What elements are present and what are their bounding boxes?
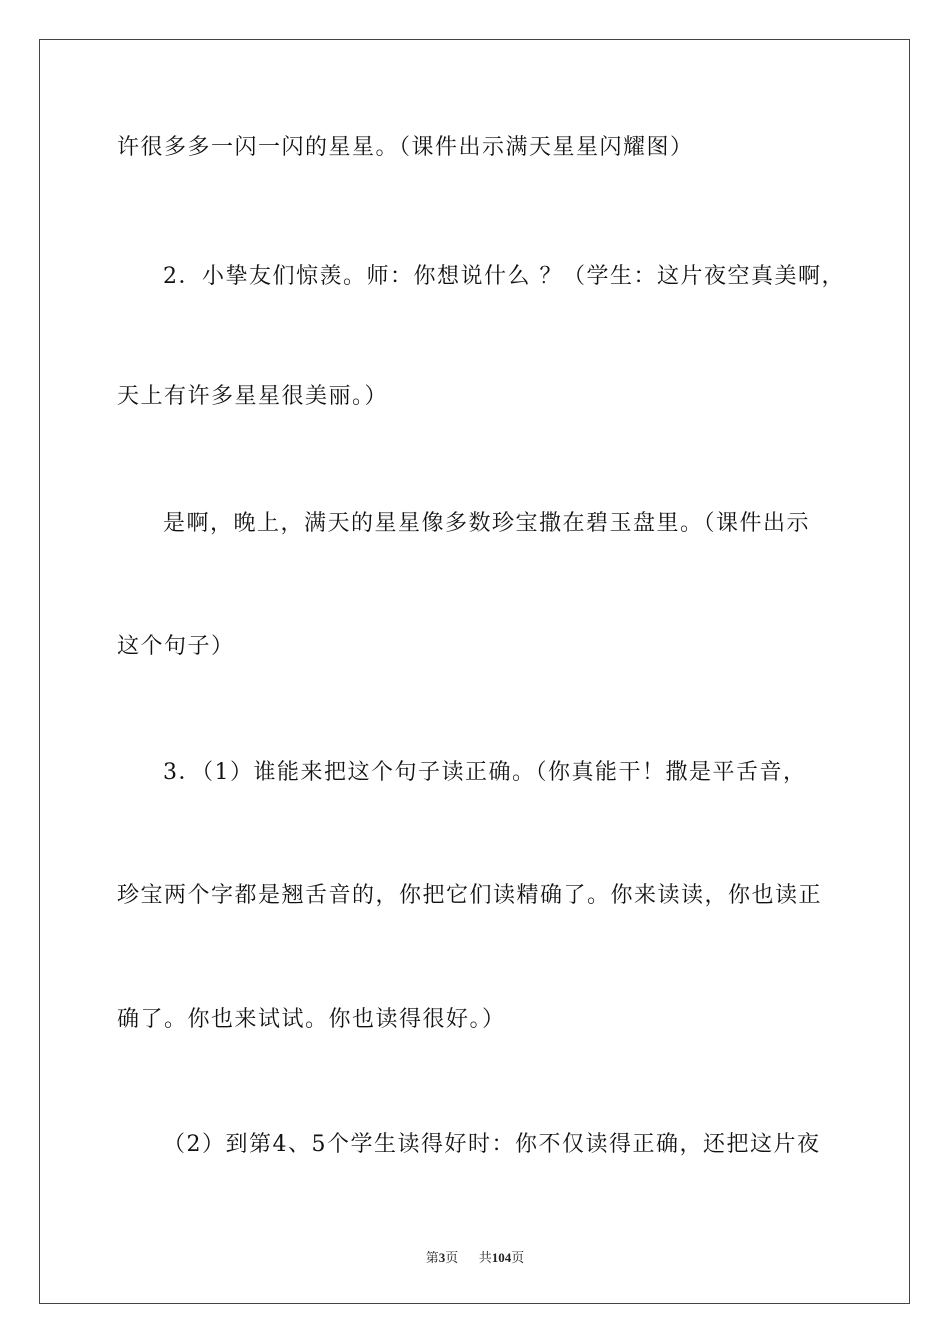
text-line-3: 天上有许多星星很美丽。）	[117, 384, 389, 409]
text-line-2: 2．小挚友们惊羡。师：你想说什么 ？（学生：这片夜空真美啊，	[163, 264, 845, 289]
page-number: 3	[438, 1250, 446, 1265]
page-label-prefix: 第	[425, 1250, 439, 1265]
text-line-6: 3．（1）谁能来把这个句子读正确。（你真能干！撒是平舌音，	[163, 760, 807, 785]
page-frame	[39, 39, 910, 1304]
total-label-prefix: 共	[478, 1250, 492, 1265]
text-line-1: 许很多多一闪一闪的星星。（课件出示满天星星闪耀图）	[117, 135, 694, 160]
page-label-suffix: 页	[445, 1250, 459, 1265]
text-line-8: 确了。你也来试试。你也读得很好。）	[117, 1007, 506, 1032]
text-line-4: 是啊，晚上，满天的星星像多数珍宝撒在碧玉盘里。（课件出示	[163, 511, 811, 536]
total-label-suffix: 页	[511, 1250, 525, 1265]
text-line-9: （2）到第4、5个学生读得好时：你不仅读得正确，还把这片夜	[163, 1132, 821, 1157]
page-footer	[0, 1247, 950, 1266]
text-line-7: 珍宝两个字都是翘舌音的，你把它们读精确了。你来读读，你也读正	[117, 883, 823, 908]
total-pages: 104	[491, 1250, 512, 1265]
text-line-5: 这个句子）	[117, 634, 235, 659]
